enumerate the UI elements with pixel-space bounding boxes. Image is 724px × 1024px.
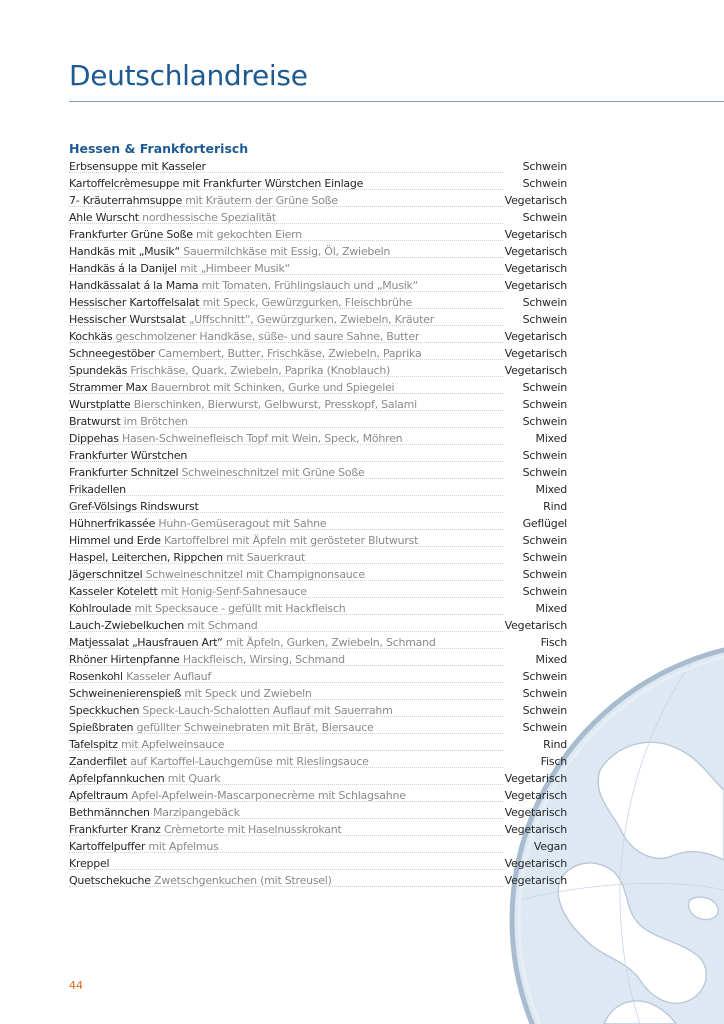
- dish-description: Hackfleisch, Wirsing, Schmand: [182, 653, 345, 666]
- dish-name: Handkäs mit „Musik“: [69, 245, 180, 258]
- menu-item: [69, 260, 567, 277]
- dish-category: Schwein: [522, 177, 567, 190]
- dish-category: Vegetarisch: [504, 806, 567, 819]
- dish-name: Frankfurter Würstchen: [69, 449, 188, 462]
- dish-description: mit gekochten Eiern: [196, 228, 302, 241]
- dish-category: Vegetarisch: [504, 194, 567, 207]
- dish-text: [69, 566, 365, 583]
- menu-item: [69, 209, 567, 226]
- dish-description: Marzipangebäck: [153, 806, 240, 819]
- dish-text: [69, 515, 326, 532]
- dish-category: Schwein: [522, 585, 567, 598]
- dish-category: Vegetarisch: [504, 245, 567, 258]
- dish-name: Zanderfilet: [69, 755, 127, 768]
- dish-description: mit Apfelweinsauce: [120, 738, 225, 751]
- dish-text: [69, 430, 402, 447]
- dish-description: auf Kartoffel-Lauchgemüse mit Rieslingsauce: [130, 755, 369, 768]
- dish-name: Rhöner Hirtenpfanne: [69, 653, 180, 666]
- dish-description: gefüllter Schweinebraten mit Brät, Biersauce: [136, 721, 374, 734]
- dish-description: nordhessische Spezialität: [142, 211, 276, 224]
- menu-item: [69, 226, 567, 243]
- dish-category: Fisch: [540, 636, 567, 649]
- dish-description: mit „Himbeer Musik“: [180, 262, 291, 275]
- dish-category: Vegetarisch: [504, 789, 567, 802]
- dish-description: Huhn-Gemüseragout mit Sahne: [158, 517, 327, 530]
- dish-text: [69, 158, 206, 175]
- dish-text: [69, 209, 276, 226]
- dish-category: Schwein: [522, 466, 567, 479]
- menu-list: [69, 158, 567, 889]
- dish-name: Dippehas: [69, 432, 119, 445]
- dish-name: Kartoffelpuffer: [69, 840, 146, 853]
- section-heading: Hessen & Frankforterisch: [69, 141, 249, 156]
- dish-category: Schwein: [522, 313, 567, 326]
- menu-item: [69, 634, 567, 651]
- dish-text: [69, 498, 199, 515]
- dish-text: [69, 277, 418, 294]
- menu-item: [69, 447, 567, 464]
- dish-name: Himmel und Erde: [69, 534, 161, 547]
- menu-item: [69, 396, 567, 413]
- dish-text: [69, 260, 290, 277]
- menu-item: [69, 719, 567, 736]
- title-divider: [69, 101, 724, 102]
- menu-item: [69, 838, 567, 855]
- dish-description: Apfel-Apfelwein-Mascarponecrème mit Schlagsahne: [131, 789, 406, 802]
- menu-item: [69, 702, 567, 719]
- dish-text: [69, 787, 406, 804]
- menu-item: [69, 787, 567, 804]
- dish-text: [69, 226, 302, 243]
- dish-description: Crèmetorte mit Haselnusskrokant: [163, 823, 342, 836]
- dish-text: [69, 838, 219, 855]
- dish-name: Kohlroulade: [69, 602, 132, 615]
- page-number: 44: [69, 979, 83, 992]
- dish-description: mit Äpfeln, Gurken, Zwiebeln, Schmand: [225, 636, 436, 649]
- dish-name: 7- Kräuterrahmsuppe: [69, 194, 182, 207]
- dish-name: Hessischer Kartoffelsalat: [69, 296, 200, 309]
- dish-category: Schwein: [522, 415, 567, 428]
- dish-category: Vegetarisch: [504, 772, 567, 785]
- dish-text: [69, 549, 305, 566]
- menu-item: [69, 311, 567, 328]
- menu-item: [69, 855, 567, 872]
- dish-category: Schwein: [522, 568, 567, 581]
- menu-item: [69, 600, 567, 617]
- menu-item: [69, 294, 567, 311]
- dish-text: [69, 702, 393, 719]
- dish-category: Schwein: [522, 721, 567, 734]
- dish-category: Vegetarisch: [504, 279, 567, 292]
- menu-item: [69, 651, 567, 668]
- dish-category: Vegan: [533, 840, 567, 853]
- dish-name: Apfeltraum: [69, 789, 128, 802]
- dish-description: Schweineschnitzel mit Champignonsauce: [145, 568, 365, 581]
- dish-category: Schwein: [522, 551, 567, 564]
- dish-text: [69, 770, 220, 787]
- dish-name: Kartoffelcrèmesuppe mit Frankfurter Würstchen Einlage: [69, 177, 364, 190]
- dish-text: [69, 481, 126, 498]
- dish-category: Schwein: [522, 398, 567, 411]
- dish-name: Spießbraten: [69, 721, 134, 734]
- dish-category: Vegetarisch: [504, 228, 567, 241]
- dish-text: [69, 243, 390, 260]
- dish-description: mit Specksauce - gefüllt mit Hackfleisch: [134, 602, 346, 615]
- dish-name: Strammer Max: [69, 381, 148, 394]
- dish-name: Apfelpfannkuchen: [69, 772, 165, 785]
- dish-text: [69, 651, 345, 668]
- dish-name: Frikadellen: [69, 483, 126, 496]
- dish-name: Schweinenierenspieß: [69, 687, 182, 700]
- dish-text: [69, 804, 240, 821]
- menu-item: [69, 328, 567, 345]
- dish-category: Schwein: [522, 704, 567, 717]
- dish-description: Sauermilchkäse mit Essig, Öl, Zwiebeln: [183, 245, 391, 258]
- dish-text: [69, 532, 418, 549]
- dish-description: mit Tomaten, Frühlingslauch und „Musik“: [201, 279, 419, 292]
- dish-text: [69, 753, 369, 770]
- dish-text: [69, 855, 109, 872]
- dish-text: [69, 328, 419, 345]
- dish-category: Schwein: [522, 381, 567, 394]
- dish-category: Fisch: [540, 755, 567, 768]
- dish-category: Schwein: [522, 296, 567, 309]
- dish-category: Schwein: [522, 534, 567, 547]
- dish-name: Lauch-Zwiebelkuchen: [69, 619, 185, 632]
- menu-item: [69, 379, 567, 396]
- dish-description: mit Kräutern der Grüne Soße: [185, 194, 338, 207]
- dish-category: Rind: [543, 500, 567, 513]
- dish-name: Hühnerfrikassée: [69, 517, 156, 530]
- menu-item: [69, 464, 567, 481]
- dish-description: Bauernbrot mit Schinken, Gurke und Spiegelei: [150, 381, 395, 394]
- menu-item: [69, 277, 567, 294]
- dish-name: Frankfurter Schnitzel: [69, 466, 179, 479]
- dish-text: [69, 685, 312, 702]
- menu-item: [69, 498, 567, 515]
- dish-category: Vegetarisch: [504, 262, 567, 275]
- dish-text: [69, 719, 374, 736]
- dish-name: Wurstplatte: [69, 398, 131, 411]
- dish-category: Vegetarisch: [504, 330, 567, 343]
- dish-category: Schwein: [522, 211, 567, 224]
- dish-text: [69, 634, 436, 651]
- dish-description: mit Honig-Senf-Sahnesauce: [160, 585, 307, 598]
- dish-text: [69, 736, 224, 753]
- dish-text: [69, 872, 332, 889]
- dish-text: [69, 192, 338, 209]
- dish-category: Mixed: [535, 602, 567, 615]
- dish-name: Ahle Wurscht: [69, 211, 139, 224]
- dish-name: Kasseler Kotelett: [69, 585, 158, 598]
- dish-text: [69, 311, 434, 328]
- dish-name: Kochkäs: [69, 330, 113, 343]
- dish-description: mit Schmand: [187, 619, 258, 632]
- menu-item: [69, 668, 567, 685]
- dish-description: mit Quark: [167, 772, 221, 785]
- menu-item: [69, 515, 567, 532]
- menu-item: [69, 549, 567, 566]
- dish-name: Jägerschnitzel: [69, 568, 143, 581]
- dish-name: Quetschekuche: [69, 874, 151, 887]
- dish-category: Vegetarisch: [504, 857, 567, 870]
- menu-item: [69, 345, 567, 362]
- dish-name: Frankfurter Kranz: [69, 823, 161, 836]
- dish-name: Frankfurter Grüne Soße: [69, 228, 193, 241]
- dish-category: Vegetarisch: [504, 874, 567, 887]
- dish-name: Bratwurst: [69, 415, 121, 428]
- dish-text: [69, 583, 307, 600]
- dish-category: Rind: [543, 738, 567, 751]
- dish-text: [69, 345, 421, 362]
- dish-description: Zwetschgenkuchen (mit Streusel): [154, 874, 332, 887]
- dish-text: [69, 413, 188, 430]
- dish-text: [69, 600, 345, 617]
- dish-category: Vegetarisch: [504, 347, 567, 360]
- dish-name: Haspel, Leiterchen, Rippchen: [69, 551, 223, 564]
- dish-name: Spundekäs: [69, 364, 128, 377]
- dish-description: „Uffschnitt“, Gewürzgurken, Zwiebeln, Kräuter: [188, 313, 434, 326]
- dish-description: im Brötchen: [123, 415, 188, 428]
- dish-description: geschmolzener Handkäse, süße- und saure Sahne, Butter: [115, 330, 420, 343]
- dish-text: [69, 617, 258, 634]
- dish-name: Handkässalat á la Mama: [69, 279, 199, 292]
- dish-description: mit Speck und Zwiebeln: [184, 687, 312, 700]
- dish-description: Schweineschnitzel mit Grüne Soße: [181, 466, 365, 479]
- dish-text: [69, 294, 412, 311]
- dish-text: [69, 175, 363, 192]
- menu-item: [69, 413, 567, 430]
- dish-name: Rosenkohl: [69, 670, 123, 683]
- dish-description: Frischkäse, Quark, Zwiebeln, Paprika (Knoblauch): [130, 364, 391, 377]
- dish-category: Schwein: [522, 670, 567, 683]
- dish-category: Schwein: [522, 449, 567, 462]
- dish-description: mit Apfelmus: [148, 840, 219, 853]
- dish-text: [69, 362, 390, 379]
- menu-item: [69, 583, 567, 600]
- menu-item: [69, 753, 567, 770]
- menu-item: [69, 243, 567, 260]
- page-title: Deutschlandreise: [69, 59, 308, 92]
- menu-item: [69, 481, 567, 498]
- menu-item: [69, 617, 567, 634]
- dish-category: Schwein: [522, 687, 567, 700]
- dish-name: Matjessalat „Hausfrauen Art“: [69, 636, 223, 649]
- menu-item: [69, 532, 567, 549]
- dish-name: Tafelspitz: [69, 738, 118, 751]
- dish-category: Mixed: [535, 483, 567, 496]
- dish-name: Speckkuchen: [69, 704, 140, 717]
- menu-item: [69, 566, 567, 583]
- dish-description: Kasseler Auflauf: [126, 670, 211, 683]
- dish-category: Vegetarisch: [504, 364, 567, 377]
- dish-name: Gref-Völsings Rindswurst: [69, 500, 199, 513]
- dish-category: Vegetarisch: [504, 619, 567, 632]
- dish-description: mit Speck, Gewürzgurken, Fleischbrühe: [202, 296, 412, 309]
- dish-name: Kreppel: [69, 857, 110, 870]
- menu-item: [69, 430, 567, 447]
- dish-category: Geflügel: [522, 517, 567, 530]
- dish-name: Hessischer Wurstsalat: [69, 313, 186, 326]
- dish-description: Camembert, Butter, Frischkäse, Zwiebeln, Paprika: [158, 347, 422, 360]
- dish-name: Schneegestöber: [69, 347, 155, 360]
- dish-description: Bierschinken, Bierwurst, Gelbwurst, Presskopf, Salami: [133, 398, 417, 411]
- dish-description: Kartoffelbrei mit Äpfeln mit gerösteter Blutwurst: [164, 534, 419, 547]
- menu-item: [69, 175, 567, 192]
- dish-category: Mixed: [535, 653, 567, 666]
- dish-text: [69, 668, 211, 685]
- dish-description: Speck-Lauch-Schalotten Auflauf mit Sauerrahm: [142, 704, 393, 717]
- dish-name: Handkäs á la Danijel: [69, 262, 177, 275]
- menu-item: [69, 770, 567, 787]
- dish-text: [69, 447, 187, 464]
- menu-item: [69, 685, 567, 702]
- dish-description: mit Sauerkraut: [226, 551, 306, 564]
- menu-item: [69, 362, 567, 379]
- dish-text: [69, 396, 417, 413]
- menu-item: [69, 872, 567, 889]
- dish-text: [69, 821, 342, 838]
- menu-item: [69, 804, 567, 821]
- dish-text: [69, 379, 394, 396]
- menu-item: [69, 192, 567, 209]
- dish-category: Vegetarisch: [504, 823, 567, 836]
- dish-category: Schwein: [522, 160, 567, 173]
- dish-name: Bethmännchen: [69, 806, 150, 819]
- dish-description: Hasen-Schweinefleisch Topf mit Wein, Speck, Möhren: [121, 432, 403, 445]
- dish-name: Erbsensuppe mit Kasseler: [69, 160, 206, 173]
- menu-item: [69, 736, 567, 753]
- dish-category: Mixed: [535, 432, 567, 445]
- menu-item: [69, 158, 567, 175]
- dish-text: [69, 464, 365, 481]
- menu-item: [69, 821, 567, 838]
